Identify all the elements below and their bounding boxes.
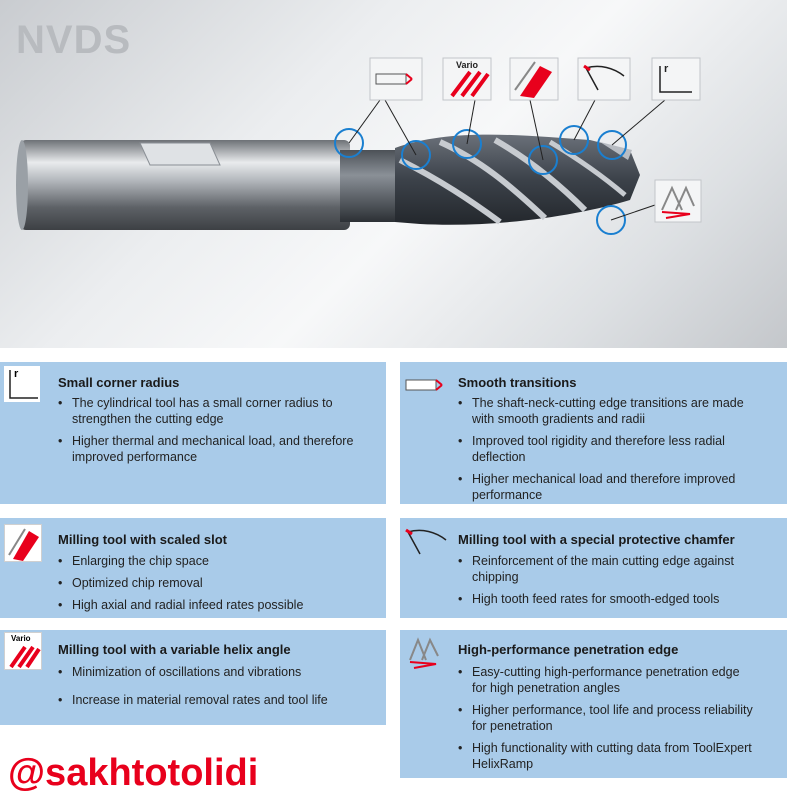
card-title: High-performance penetration edge	[458, 642, 679, 657]
hero-vario-label: Vario	[456, 60, 479, 70]
bullet-item: • The cylindrical tool has a small corner radius to strengthen the cutting edge	[56, 395, 356, 427]
card-bullets	[456, 664, 756, 778]
feature-card-variable-helix	[0, 630, 386, 725]
shank-flat	[140, 143, 220, 165]
feature-card-scaled-slot	[0, 518, 386, 618]
bullet-item: • Reinforcement of the main cutting edge against chipping	[456, 553, 756, 585]
feature-card-penetration-edge	[400, 630, 787, 778]
hero-icon-penetration-edge	[655, 180, 701, 222]
card-title: Smooth transitions	[458, 375, 577, 390]
feature-card-corner-radius	[0, 362, 386, 504]
smooth-transition-icon	[404, 366, 440, 402]
card-bullets	[56, 553, 356, 619]
watermark-handle: @sakhtotolidi	[8, 752, 259, 794]
card-bullets	[56, 664, 356, 714]
hero-image	[0, 0, 787, 348]
bullet-item: • Higher mechanical load and therefore improved performance	[456, 471, 756, 503]
end-mill-illustration	[0, 0, 787, 348]
hero-icon-chamfer	[578, 58, 630, 100]
card-title: Milling tool with a special protective chamfer	[458, 532, 735, 547]
card-title: Milling tool with scaled slot	[58, 532, 228, 547]
corner-radius-icon	[4, 366, 40, 402]
corner-radius-label: r	[14, 368, 19, 380]
card-bullets	[56, 395, 356, 471]
card-title: Small corner radius	[58, 375, 180, 390]
bullet-item: • Enlarging the chip space	[56, 553, 356, 569]
card-bullets	[456, 553, 756, 613]
hero-icon-corner-radius	[652, 58, 700, 100]
feature-card-protective-chamfer	[400, 518, 787, 618]
vario-label: Vario	[11, 634, 31, 643]
card-title: Milling tool with a variable helix angle	[58, 642, 291, 657]
feature-card-smooth-transitions	[400, 362, 787, 504]
bullet-item: • The shaft-neck-cutting edge transitions are made with smooth gradients and radii	[456, 395, 756, 427]
tool-neck	[340, 150, 400, 222]
bullet-item: • Higher performance, tool life and process reliability for penetration	[456, 702, 756, 734]
bullet-item: • Improved tool rigidity and therefore less radial deflection	[456, 433, 756, 465]
card-bullets	[456, 395, 756, 509]
bullet-item: • High axial and radial infeed rates possible	[56, 597, 356, 613]
hero-icon-variable-helix	[443, 58, 491, 100]
bullet-item: • Optimized chip removal	[56, 575, 356, 591]
bullet-item: • High functionality with cutting data from ToolExpert HelixRamp	[456, 740, 756, 772]
variable-helix-icon	[4, 632, 42, 670]
hero-icon-smooth-transition	[370, 58, 422, 100]
product-title: NVDS	[16, 18, 132, 62]
bullet-item: • High tooth feed rates for smooth-edged tools	[456, 591, 756, 607]
penetration-edge-icon	[404, 634, 440, 670]
hero-icon-scaled-slot	[510, 58, 558, 100]
hero-radius-label: r	[664, 63, 669, 75]
bullet-item: • Higher thermal and mechanical load, and therefore improved performance	[56, 433, 356, 465]
scaled-slot-icon	[4, 524, 42, 562]
bullet-item: • Easy-cutting high-performance penetration edge for high penetration angles	[456, 664, 756, 696]
protective-chamfer-icon	[404, 522, 440, 558]
bullet-item: • Minimization of oscillations and vibrations	[56, 664, 356, 680]
bullet-item: • Increase in material removal rates and tool life	[56, 692, 356, 708]
